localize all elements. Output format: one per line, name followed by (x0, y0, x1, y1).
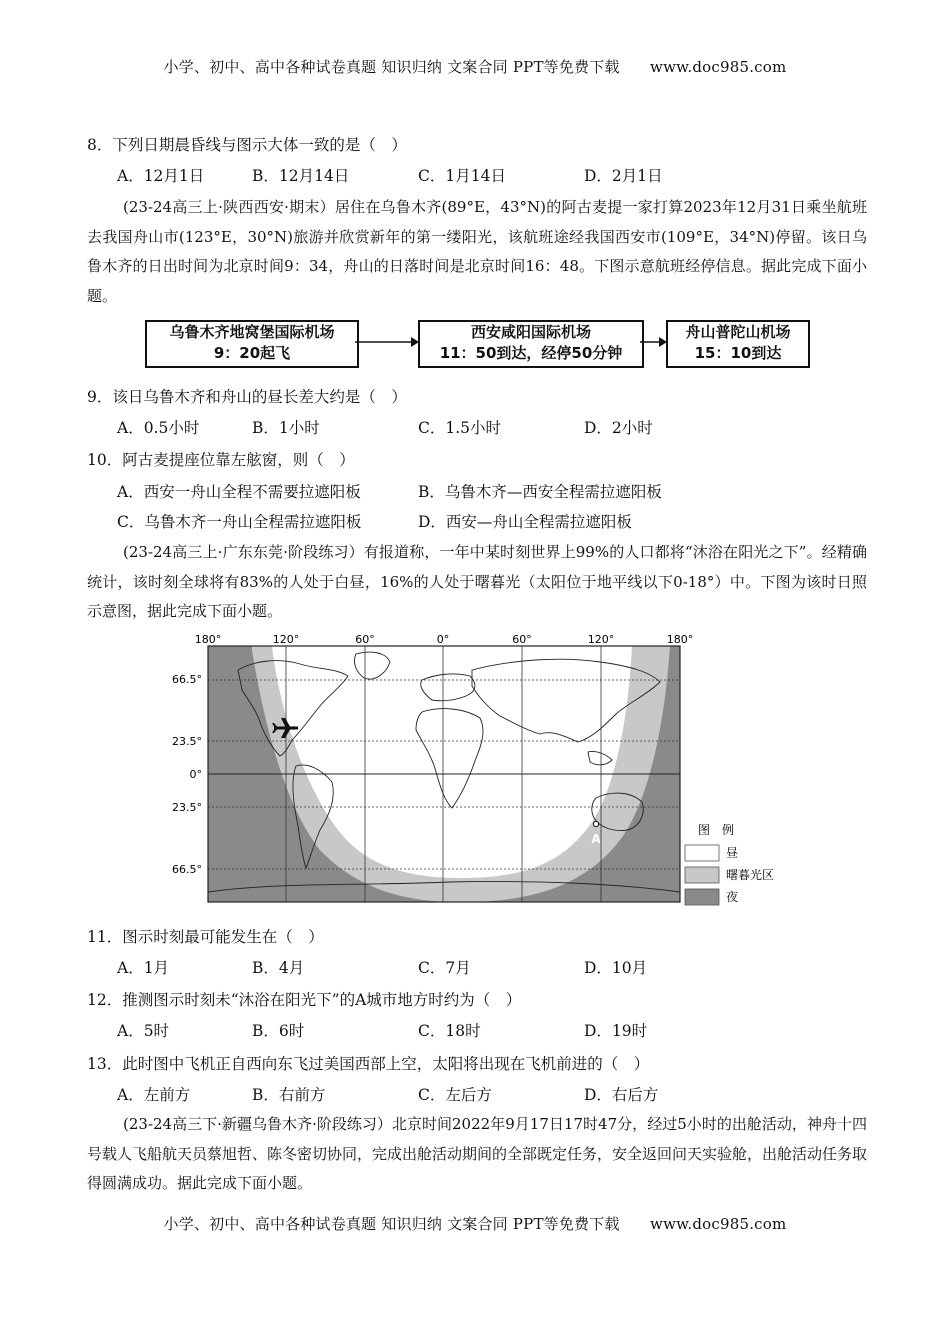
map-lat-label: 23.5° (172, 801, 202, 814)
q8-stem: 8．下列日期晨昏线与图示大体一致的是（ ） (87, 136, 407, 154)
q13-option-b: B．右前方 (252, 1086, 326, 1104)
q13-option-d: D．右后方 (584, 1086, 659, 1104)
q8-option-a: A．12月1日 (117, 167, 205, 185)
map-lon-label: 180° (194, 633, 222, 646)
flight-stop-zhoushan (666, 320, 810, 368)
flight-stop-xian-name: 西安咸阳国际机场 (470, 323, 591, 341)
q12-stem: 12．推测图示时刻未“沐浴在阳光下”的A城市地方时约为（ ） (87, 991, 522, 1009)
flight-stop-xian-info: 11：50到达，经停50分钟 (439, 344, 623, 362)
intro-passage-4-text: (23-24高三下·新疆乌鲁木齐·阶段练习）北京时间2022年9月17日17时47分，经过5小时的出舱活动，神舟十四号载人飞船航天员蔡旭哲、陈冬密切协同，完成出舱活动期间的全部既定任务，安全返回问天实验舱，出舱活动任务取得圆满成功。据此完成下面小题。 (87, 1115, 868, 1192)
legend-label-day: 昼 (726, 846, 739, 860)
q8-option-b: B．12月14日 (252, 167, 350, 185)
map-lat-label: 0° (189, 768, 202, 781)
q8-option-d: D．2月1日 (584, 167, 663, 185)
legend-swatch-day (685, 845, 719, 861)
map-lat-label: 66.5° (172, 863, 202, 876)
flight-stop-zhoushan-info: 15：10到达 (694, 344, 782, 362)
q10-option-b: B．乌鲁木齐—西安全程需拉遮阳板 (418, 483, 662, 501)
flight-stop-xian (418, 320, 644, 368)
q13-option-a: A．左前方 (117, 1086, 191, 1104)
q12-option-b: B．6时 (252, 1022, 305, 1040)
flight-stop-urumqi (145, 320, 359, 368)
intro-passage-3-text: (23-24高三上·广东东莞·阶段练习）有报道称，一年中某时刻世界上99%的人口都将“沐浴在阳光之下”。经精确统计，该时刻全球将有83%的人处于白昼，16%的人处于曙暮光（太阳位于地平线以下0-18°）中。下图为该时日照示意图，据此完成下面小题。 (87, 543, 867, 620)
legend-title: 图 例 (697, 823, 735, 837)
q10-stem: 10．阿古麦提座位靠左舷窗，则（ ） (87, 451, 355, 469)
legend-swatch-twilight (685, 867, 719, 883)
q10-option-d: D．西安—舟山全程需拉遮阳板 (418, 513, 632, 531)
q10-option-c: C．乌鲁木齐一舟山全程需拉遮阳板 (117, 513, 362, 531)
q11-option-d: D．10月 (584, 959, 648, 977)
q11-option-c: C．7月 (418, 959, 471, 977)
q9-option-b: B．1小时 (252, 419, 320, 437)
q9-stem: 9．该日乌鲁木齐和舟山的昼长差大约是（ ） (87, 388, 407, 406)
map-lon-label: 120° (587, 633, 615, 646)
map-lon-label: 60° (355, 633, 375, 646)
map-lon-label: 120° (272, 633, 300, 646)
q13-option-c: C．左后方 (418, 1086, 492, 1104)
q11-option-b: B．4月 (252, 959, 305, 977)
map-lat-label: 66.5° (172, 673, 202, 686)
q9-option-c: C．1.5小时 (418, 419, 502, 437)
flight-arrow-2 (640, 330, 668, 354)
map-lon-label: 60° (512, 633, 532, 646)
q9-option-a: A．0.5小时 (117, 419, 200, 437)
daylight-map (160, 630, 800, 912)
legend-swatch-night (685, 889, 719, 905)
q11-option-a: A．1月 (117, 959, 170, 977)
intro-passage-4 (87, 1110, 867, 1199)
legend-label-twilight: 曙暮光区 (726, 868, 775, 882)
intro-passage-2-text: (23-24高三上·陕西西安·期末）居住在乌鲁木齐(89°E，43°N)的阿古麦提一家打算2023年12月31日乘坐航班去我国舟山市(123°E，30°N)旅游并欣赏新年的第一缕阳光，该航班途经我国西安市(109°E，34°N)停留。该日乌鲁木齐的日出时间为北京时间9：34，舟山的日落时间是北京时间16：48。下图示意航班经停信息。据此完成下面小题。 (87, 198, 867, 305)
q9-option-d: D．2小时 (584, 419, 653, 437)
flight-stop-urumqi-info: 9：20起飞 (213, 344, 291, 362)
q12-option-d: D．19时 (584, 1022, 648, 1040)
city-a-label: A (591, 832, 601, 846)
q11-stem: 11．图示时刻最可能发生在（ ） (87, 928, 324, 946)
page-footer: 小学、初中、高中各种试卷真题 知识归纳 文案合同 PPT等免费下载 www.doc985.com (163, 1215, 787, 1233)
intro-passage-3 (87, 538, 867, 627)
q10-option-a: A．西安一舟山全程不需要拉遮阳板 (117, 483, 361, 501)
q8-option-c: C．1月14日 (418, 167, 506, 185)
flight-arrow-1 (355, 330, 420, 354)
map-lon-label: 180° (666, 633, 694, 646)
flight-stop-urumqi-name: 乌鲁木齐地窝堡国际机场 (169, 323, 335, 341)
intro-passage-2 (87, 193, 867, 311)
q12-option-c: C．18时 (418, 1022, 481, 1040)
map-lat-label: 23.5° (172, 735, 202, 748)
map-lon-label: 0° (436, 633, 450, 646)
city-a-marker (593, 821, 598, 826)
q13-stem: 13．此时图中飞机正自西向东飞过美国西部上空，太阳将出现在飞机前进的（ ） (87, 1055, 650, 1073)
page-header: 小学、初中、高中各种试卷真题 知识归纳 文案合同 PPT等免费下载 www.doc985.com (163, 58, 787, 76)
flight-stop-zhoushan-name: 舟山普陀山机场 (685, 323, 791, 341)
q12-option-a: A．5时 (117, 1022, 170, 1040)
legend-label-night: 夜 (726, 890, 739, 904)
